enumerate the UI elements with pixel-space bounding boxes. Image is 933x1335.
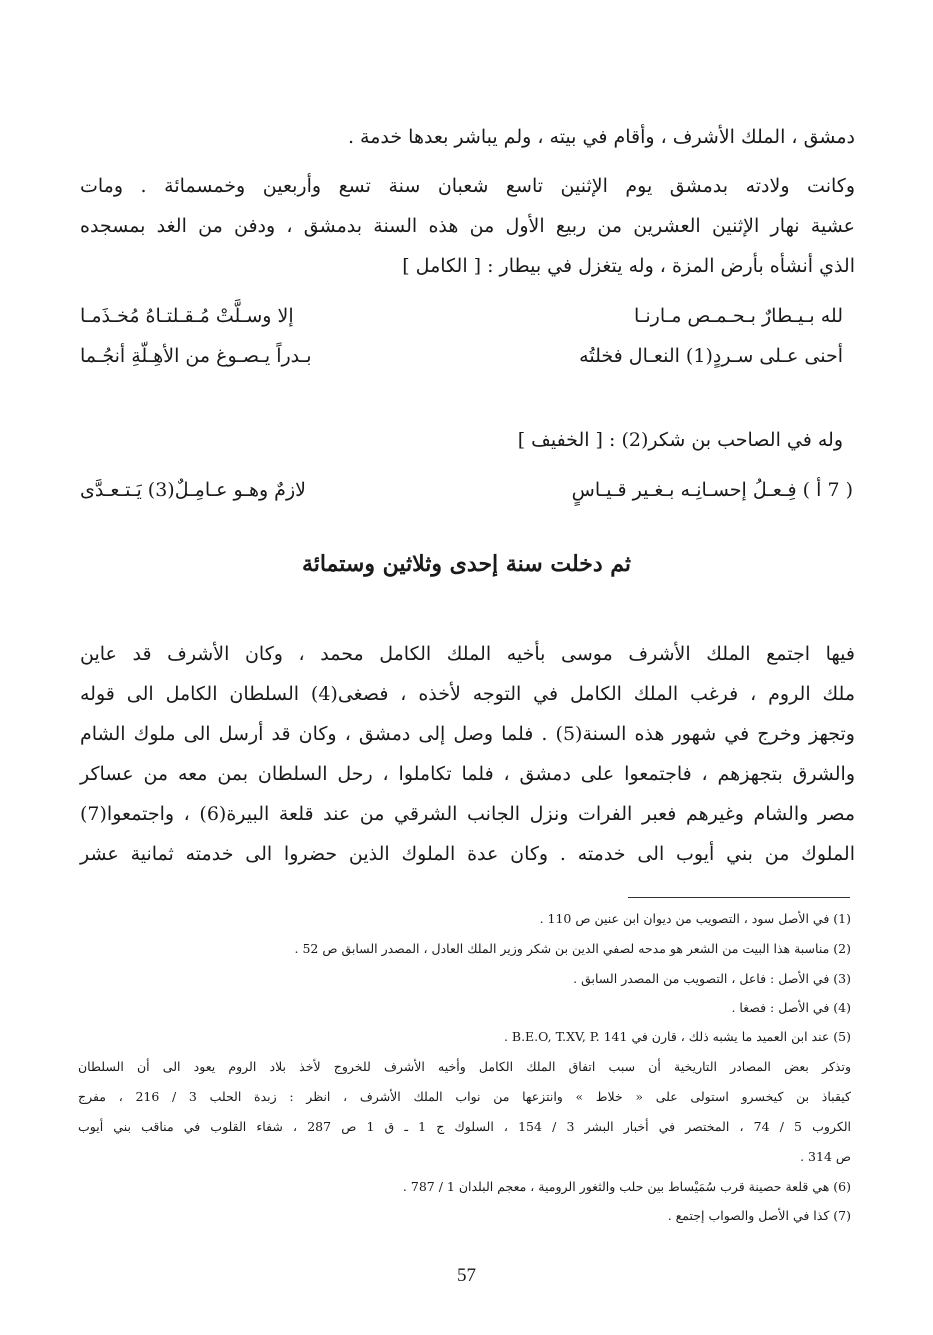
verse3-hemistich-right: ( 7 أ ) فِـعـلُ إحسـانِـه بـغـير قـيـاسٍ [571, 479, 853, 501]
body-line-top: دمشق ، الملك الأشرف ، وأقام في بيته ، ولم يباشر بعدها خدمة . [347, 126, 855, 148]
footnote-5-cont-1: وتذكر بعض المصادر التاريخية أن سبب اتفاق الملك الكامل وأخيه الأشرف للخروج لأخذ بلاد الروم يعود الى أن السلطان [78, 1059, 851, 1074]
para2-line-1: فيها اجتمع الملك الأشرف موسى بأخيه الملك الكامل محمد ، وكان الأشرف قد عاين [80, 643, 855, 665]
section-heading: ثم دخلت سنة إحدى وثلاثين وستمائة [301, 551, 632, 577]
footnote-2: (2) مناسبة هذا البيت من الشعر هو مدحه لصفي الدين بن شكر وزير الملك العادل ، المصدر السابق ص 52 . [294, 941, 851, 956]
footnote-5-cont-3: الكروب 5 / 74 ، المختصر في أخبار البشر 3 / 154 ، السلوك ج 1 ـ ق 1 ص 287 ، شفاء القلوب في مناقب بني أيوب [78, 1119, 852, 1134]
footnote-6: (6) هي قلعة حصينة قرب سُمَيْساط بين حلب والثغور الرومية ، معجم البلدان 1 / 787 . [402, 1179, 851, 1194]
footnote-3: (3) في الأصل : فاعل ، التصويب من المصدر السابق . [573, 971, 851, 986]
verse1-hemistich-left: إلا وسـلَّتْ مُـقـلتـاهُ مُخـذَمـا [80, 305, 294, 327]
verse2-hemistich-left: بـدراً يـصـوغ من الأهِـلّةِ أنجُـما [80, 345, 312, 367]
para1-line-1: وكانت ولادته بدمشق يوم الإثنين تاسع شعبان سنة تسع وأربعين وخمسمائة . ومات [80, 175, 855, 197]
verse2-hemistich-right: أحنى عـلى سـردٍ(1) النعـال فخلتُه [579, 345, 843, 367]
footnote-7: (7) كذا في الأصل والصواب إجتمع . [667, 1208, 851, 1223]
para2-line-4: والشرق بتجهزهم ، فاجتمعوا على دمشق ، فلما تكاملوا ، رحل السلطان بمن معه من عساكر [80, 763, 855, 785]
footnote-divider [628, 897, 850, 898]
footnote-5-cont-2: كيقباذ بن كيخسرو استولى على « خلاط » وانتزعها من نواب الملك الأشرف ، انظر : زبدة الحلب 3 / 216 ، مفرج [78, 1089, 851, 1104]
para2-line-5: مصر والشام وغيرهم فعبر الفرات ونزل الجانب الشرقي من عند قلعة البيرة(6) ، واجتمعوا(7) [80, 803, 855, 825]
verse1-hemistich-right: لله بـيـطارٌ بـحـمـص مـارنـا [634, 305, 843, 327]
footnote-5: (5) عند ابن العميد ما يشبه ذلك ، قارن في B.E.O, T.XV, P. 141 . [503, 1029, 851, 1044]
para2-line-6: الملوك من بني أيوب الى خدمته . وكان عدة الملوك الذين حضروا الى خدمته ثمانية عشر [80, 843, 855, 865]
verse3-hemistich-left: لازمٌ وهـو عـامِـلٌ(3) يَـتـعـدَّى [80, 479, 306, 501]
footnote-4: (4) في الأصل : فصغا . [731, 1000, 851, 1015]
para1-line-2: عشية نهار الإثنين العشرين من ربيع الأول من هذه السنة بدمشق ، ودفن من الغد بمسجده [80, 215, 855, 237]
page-number: 57 [457, 1265, 476, 1286]
footnote-1: (1) في الأصل سود ، التصويب من ديوان ابن عنين ص 110 . [539, 911, 851, 926]
poem-intro: وله في الصاحب بن شكر(2) : [ الخفيف ] [517, 429, 843, 451]
para1-line-3: الذي أنشأه بأرض المزة ، وله يتغزل في بيطار : [ الكامل ] [402, 255, 855, 277]
para2-line-2: ملك الروم ، فرغب الملك الكامل في التوجه لأخذه ، فصغى(4) السلطان الكامل الى قوله [80, 683, 855, 705]
para2-line-3: وتجهز وخرج في شهور هذه السنة(5) . فلما وصل إلى دمشق ، وكان قد أرسل الى ملوك الشام [80, 723, 855, 745]
footnote-5-cont-4: ص 314 . [800, 1149, 851, 1164]
